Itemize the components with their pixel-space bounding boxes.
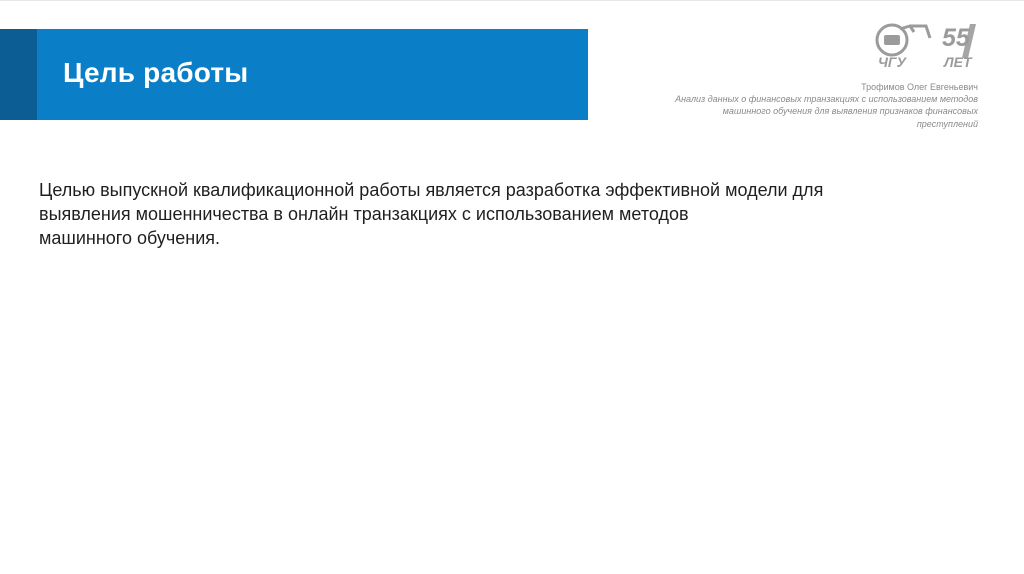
logo-abbrev: ЧГУ <box>878 54 906 70</box>
author-name: Трофимов Олег Евгеньевич <box>861 82 978 92</box>
topic-line-1: Анализ данных о финансовых транзакциях с использованием методов <box>675 94 978 105</box>
logo-number: 55 <box>942 24 970 52</box>
top-divider <box>0 0 1024 1</box>
university-logo <box>870 20 990 70</box>
logo-years: ЛЕТ <box>944 54 972 70</box>
body-line-1: Целью выпускной квалификационной работы является разработка эффективной модели для <box>39 180 824 200</box>
title-banner <box>0 29 588 120</box>
presentation-info <box>618 81 978 130</box>
body-line-2: выявления мошенничества в онлайн транзакциях с использованием методов <box>39 204 689 224</box>
topic-line-2: машинного обучения для выявления признаков финансовых <box>722 106 978 117</box>
body-line-3: машинного обучения. <box>39 228 221 248</box>
title-accent-strip <box>0 29 37 120</box>
slide-title: Цель работы <box>63 57 249 88</box>
slide-body <box>39 178 899 250</box>
topic-line-3: преступлений <box>916 118 978 129</box>
